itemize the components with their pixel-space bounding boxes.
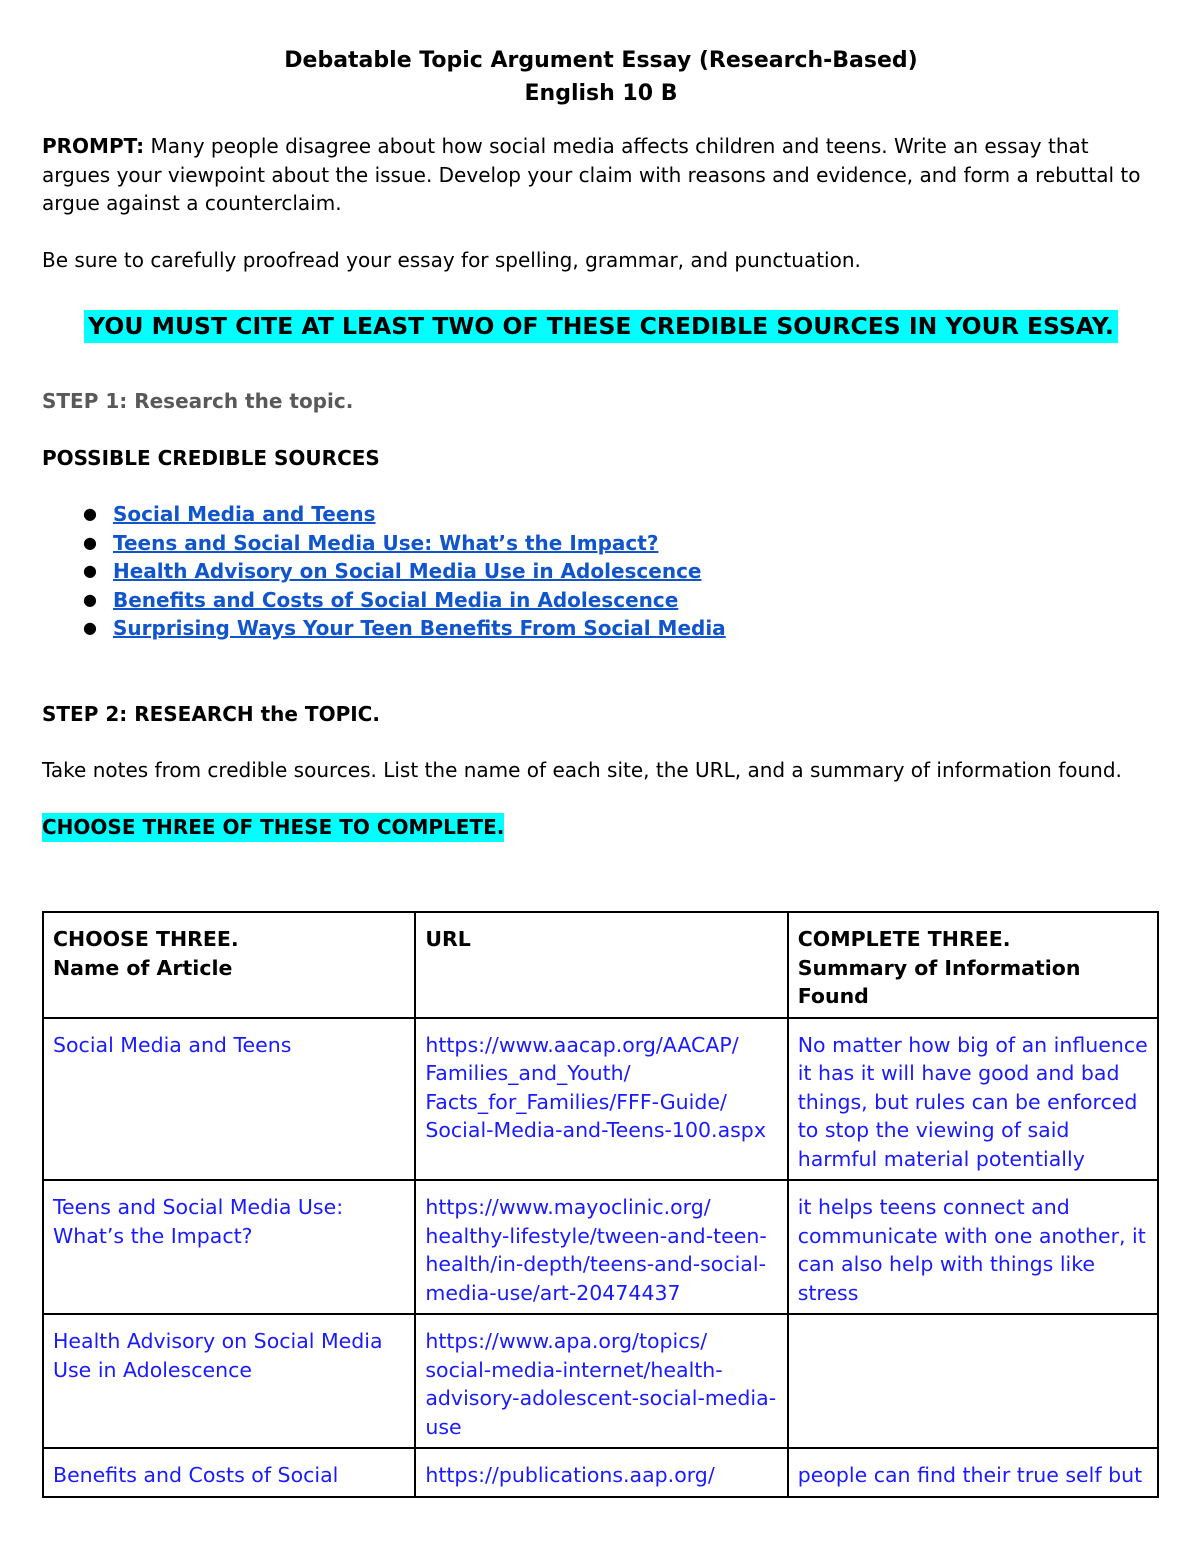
url-cell[interactable] [415,1448,787,1497]
table-row [43,1314,1158,1448]
summary-cell[interactable]: it helps teens connect and communicate with one another, it can also help with things like stress [788,1180,1158,1314]
bullet-icon: ● [83,532,97,552]
url-text: https://www.mayoclinic.org/ healthy-lifestyle/tween-and-teen- health/in-depth/teens-and-social- media-use/art-20474437 [425,1195,767,1305]
article-name-cell[interactable]: Benefits and Costs of Social [43,1448,415,1497]
source-link[interactable]: Social Media and Teens [113,502,376,526]
source-link[interactable]: Surprising Ways Your Teen Benefits From Social Media [113,616,726,640]
summary-cell[interactable]: people can find their true self but [788,1448,1158,1497]
url-text: https://publications.aap.org/ [425,1463,715,1487]
summary-cell[interactable] [788,1314,1158,1448]
article-name-cell[interactable]: Health Advisory on Social Media Use in Adolescence [43,1314,415,1448]
url-cell[interactable] [415,1180,787,1314]
bullet-icon: ● [83,504,97,523]
header-url [415,912,787,1018]
step1-heading: STEP 1: Research the topic. [42,389,354,413]
article-name-cell[interactable]: Teens and Social Media Use: What’s the Impact? [43,1180,415,1314]
prompt-paragraph [42,132,1160,218]
proofread-note: Be sure to carefully proofread your essay for spelling, grammar, and punctuation. [42,247,861,272]
choose-text: CHOOSE THREE OF THESE TO COMPLETE. [42,813,504,842]
sources-list [42,500,1160,643]
must-cite-banner [42,310,1160,343]
header-summary-line2: Summary of Information Found [797,955,1081,1008]
document-title: Debatable Topic Argument Essay (Research-Based) [284,48,918,73]
header-name-of-article [43,912,415,1018]
table-row [43,1018,1158,1181]
prompt-text: Many people disagree about how social media affects children and teens. Write an essay that argues your viewpoint about the issue. Develop your claim with reasons and evidence, and form a rebuttal to argue against a counterclaim. [42,134,1141,215]
choose-banner [42,813,1160,842]
source-link[interactable]: Teens and Social Media Use: What’s the Impact? [113,530,659,555]
source-link[interactable]: Benefits and Costs of Social Media in Adolescence [113,587,679,612]
header-summary [788,912,1158,1018]
url-text: https://www.aacap.org/AACAP/ Families_and_Youth/ Facts_for_Families/FFF-Guide/ Social-Media-and-Teens-100.aspx [425,1032,766,1142]
step2-instructions: Take notes from credible sources. List the name of each site, the URL, and a summary of information found. [42,758,1122,782]
sources-heading: POSSIBLE CREDIBLE SOURCES [42,445,380,470]
bullet-icon: ● [83,561,97,580]
document-page [42,44,1160,842]
list-item [42,614,1160,643]
list-item [42,529,1160,558]
header-name-line1: CHOOSE THREE. [53,927,239,951]
header-name-line2: Name of Article [53,955,233,980]
table-row [43,1180,1158,1314]
must-cite-text: YOU MUST CITE AT LEAST TWO OF THESE CREDIBLE SOURCES IN YOUR ESSAY. [84,310,1118,343]
url-cell[interactable] [415,1314,787,1448]
research-notes-table [42,911,1159,1498]
url-cell[interactable] [415,1018,787,1181]
bullet-icon: ● [83,589,97,609]
list-item [42,557,1160,586]
course-name: English 10 B [524,81,678,106]
url-text: https://www.apa.org/topics/ social-media-internet/health- advisory-adolescent-social-media- use [425,1329,777,1439]
list-item [42,586,1160,615]
article-name-cell[interactable]: Social Media and Teens [43,1018,415,1181]
list-item [42,500,1160,529]
bullet-icon: ● [83,618,97,637]
header-summary-line1: COMPLETE THREE. [797,927,1011,951]
header-url-label: URL [425,927,471,951]
table-row [43,1448,1158,1497]
summary-cell[interactable]: No matter how big of an influence it has it will have good and bad things, but rules can be enforced to stop the viewing of said harmful material potentially [788,1018,1158,1181]
prompt-label: PROMPT: [42,134,145,158]
source-link[interactable]: Health Advisory on Social Media Use in Adolescence [113,559,702,583]
table-header-row [43,912,1158,1018]
step2-heading: STEP 2: RESEARCH the TOPIC. [42,701,380,726]
